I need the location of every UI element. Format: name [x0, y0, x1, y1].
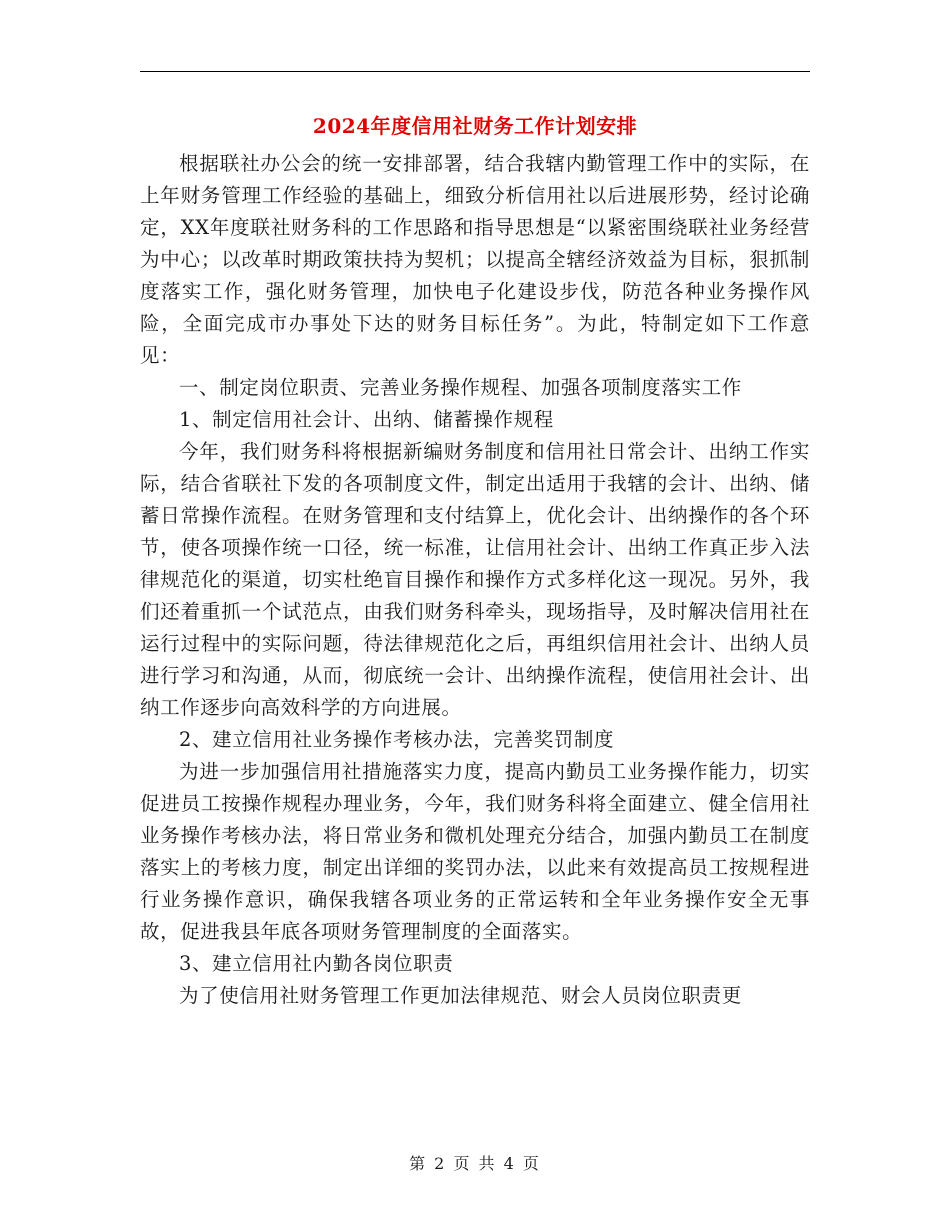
paragraph-item-2: 为进一步加强信用社措施落实力度，提高内勤员工业务操作能力，切实促进员工按操作规程办理业务，今年，我们财务科将全面建立、健全信用社业务操作考核办法，将日常业务和微机处理充分结合，加强内勤员工在制度落实上的考核力度，制定出详细的奖罚办法，以此来有效提高员工按规程进行业务操作意识，确保我辖各项业务的正常运转和全年业务操作安全无事故，促进我县年底各项财务管理制度的全面落实。 [140, 760, 810, 943]
page-number-footer: 第 2 页 共 4 页 [409, 1154, 541, 1173]
paragraph-intro: 根据联社办公会的统一安排部署，结合我辖内勤管理工作中的实际，在上年财务管理工作经验的基础上，细致分析信用社以后进展形势，经讨论确定，XX年度联社财务科的工作思路和指导思想是“以紧密围绕联社业务经营为中心；以改革时期政策扶持为契机；以提高全辖经济效益为目标，狠抓制度落实工作，强化财务管理，加快电子化建设步伐，防范各种业务操作风险，全面完成市办事处下达的财务目标任务”。为此，特制定如下工作意见： [140, 152, 810, 367]
document-title: 2024年度信用社财务工作计划安排 [312, 114, 638, 138]
document-body [140, 148, 810, 1012]
heading-item-2: 2、建立信用社业务操作考核办法，完善奖罚制度 [179, 728, 615, 751]
heading-section-1: 一、制定岗位职责、完善业务操作规程、加强各项制度落实工作 [179, 376, 742, 399]
header-rule [140, 71, 810, 72]
heading-item-3: 3、建立信用社内勤各岗位职责 [179, 952, 454, 975]
paragraph-item-3: 为了使信用社财务管理工作更加法律规范、财会人员岗位职责更 [179, 984, 742, 1007]
paragraph-item-1: 今年，我们财务科将根据新编财务制度和信用社日常会计、出纳工作实际，结合省联社下发的各项制度文件，制定出适用于我辖的会计、出纳、储蓄日常操作流程。在财务管理和支付结算上，优化会计、出纳操作的各个环节，使各项操作统一口径，统一标准，让信用社会计、出纳工作真正步入法律规范化的渠道，切实杜绝盲目操作和操作方式多样化这一现况。另外，我们还着重抓一个试范点，由我们财务科牵头，现场指导，及时解决信用社在运行过程中的实际问题，待法律规范化之后，再组织信用社会计、出纳人员进行学习和沟通，从而，彻底统一会计、出纳操作流程，使信用社会计、出纳工作逐步向高效科学的方向进展。 [140, 440, 810, 719]
heading-item-1: 1、制定信用社会计、出纳、储蓄操作规程 [179, 408, 554, 431]
